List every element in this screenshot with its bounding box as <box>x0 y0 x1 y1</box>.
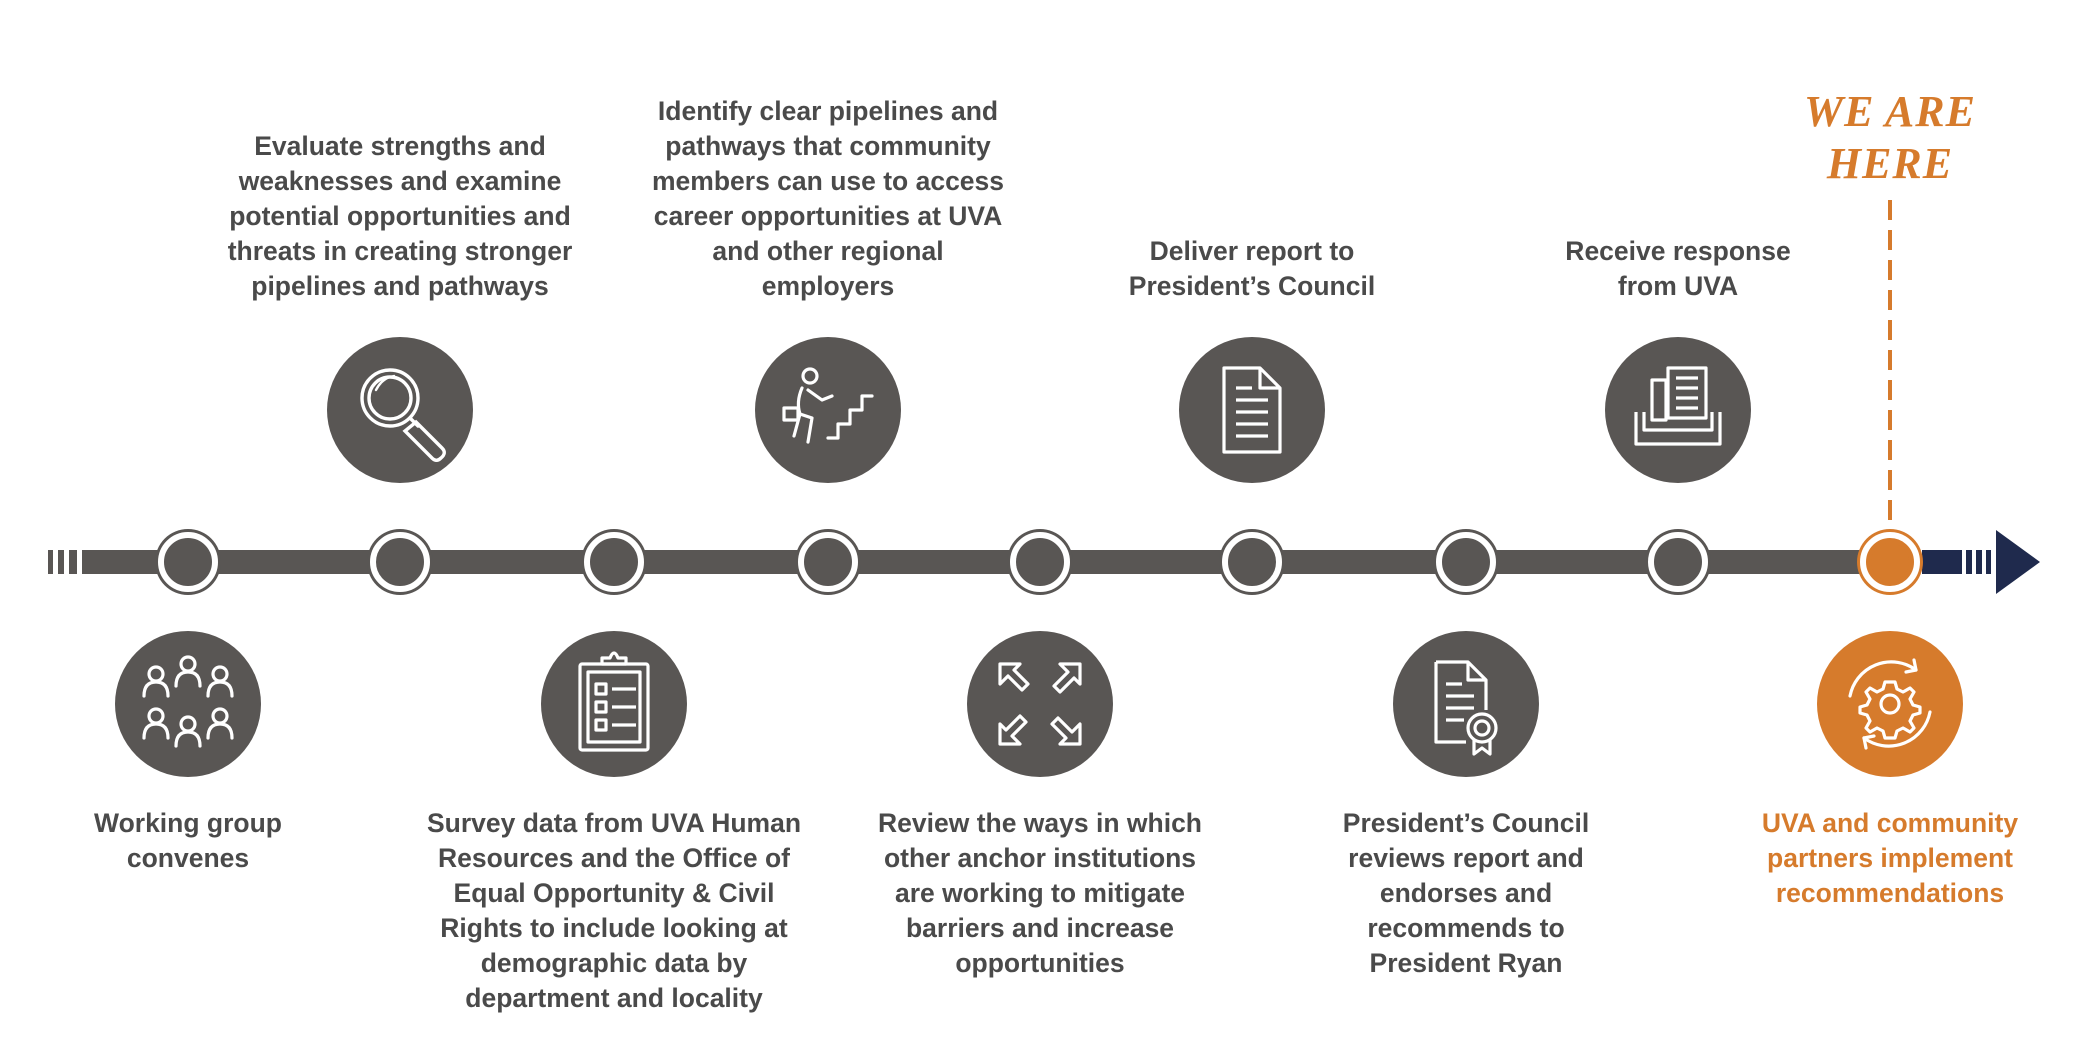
step-label-line: endorses and <box>1379 878 1553 908</box>
gear-cycle-icon <box>1817 631 1963 777</box>
step-label-line: Review the ways in which <box>878 808 1202 838</box>
person-climbing-stairs-icon <box>755 337 901 483</box>
step-label-line: members can use to access <box>651 166 1005 196</box>
document-icon <box>1179 337 1325 483</box>
we-are-here-marker <box>1804 86 1976 190</box>
step-label-line: other anchor institutions <box>883 843 1197 873</box>
magnifier-icon <box>327 337 473 483</box>
timeline-node-survey <box>581 529 647 595</box>
step-label-line: Receive response <box>1565 236 1791 266</box>
step-label-line: President’s Council <box>1342 808 1590 838</box>
step-label-convenes <box>94 806 282 876</box>
timeline-node-identify <box>795 529 861 595</box>
timeline-bar <box>82 550 1890 574</box>
step-label-line: weaknesses and examine <box>238 166 562 196</box>
step-label-line: Resources and the Office of <box>438 843 790 873</box>
people-group-icon <box>115 631 261 777</box>
timeline-node-endorse <box>1433 529 1499 595</box>
timeline-arrow <box>1922 530 2040 594</box>
step-label-line: President’s Council <box>1128 271 1376 301</box>
step-label-line: recommendations <box>1775 878 2005 908</box>
certificate-document-icon <box>1393 631 1539 777</box>
step-label-survey <box>427 806 801 1016</box>
step-label-line: recommends to <box>1367 913 1565 943</box>
step-label-identify <box>652 94 1004 304</box>
timeline-node-implement <box>1857 529 1923 595</box>
step-label-line: Identify clear pipelines and <box>657 96 999 126</box>
step-label-line: and other regional <box>712 236 944 266</box>
timeline-node-review <box>1007 529 1073 595</box>
step-label-evaluate <box>228 129 573 304</box>
step-label-line: reviews report and <box>1348 843 1584 873</box>
step-label-line: UVA and community <box>1761 808 2019 838</box>
step-label-line: threats in creating stronger <box>227 236 573 266</box>
step-label-line: department and locality <box>465 983 763 1013</box>
we-are-here-line2: HERE <box>1826 139 1954 188</box>
step-label-line: demographic data by <box>480 948 748 978</box>
step-label-line: pathways that community <box>665 131 991 161</box>
expand-arrows-icon <box>967 631 1113 777</box>
timeline-node-evaluate <box>367 529 433 595</box>
step-label-implement <box>1762 806 2018 911</box>
timeline-start-dashes <box>48 550 77 574</box>
step-label-line: partners implement <box>1767 843 2013 873</box>
timeline-node-receive <box>1645 529 1711 595</box>
clipboard-checklist-icon <box>541 631 687 777</box>
step-label-line: Working group <box>94 808 282 838</box>
step-label-line: barriers and increase <box>905 913 1175 943</box>
step-label-line: are working to mitigate <box>894 878 1186 908</box>
step-label-receive <box>1565 234 1790 304</box>
timeline-node-deliver <box>1219 529 1285 595</box>
step-label-line: opportunities <box>955 948 1125 978</box>
timeline-node-convenes <box>155 529 221 595</box>
step-label-line: career opportunities at UVA <box>653 201 1003 231</box>
inbox-tray-icon <box>1605 337 1751 483</box>
step-label-deliver <box>1129 234 1375 304</box>
we-are-here-line1: WE ARE <box>1804 87 1976 136</box>
step-label-review <box>878 806 1202 981</box>
step-label-line: Equal Opportunity & Civil <box>453 878 775 908</box>
step-label-endorse <box>1343 806 1589 981</box>
step-label-line: Rights to include looking at <box>440 913 788 943</box>
step-label-line: President Ryan <box>1369 948 1563 978</box>
step-label-line: potential opportunities and <box>229 201 571 231</box>
step-label-line: employers <box>761 271 895 301</box>
step-label-line: pipelines and pathways <box>251 271 549 301</box>
step-label-line: Evaluate strengths and <box>254 131 546 161</box>
step-label-line: from UVA <box>1617 271 1739 301</box>
step-label-line: Survey data from UVA Human <box>426 808 802 838</box>
step-label-line: convenes <box>126 843 250 873</box>
step-label-line: Deliver report to <box>1149 236 1355 266</box>
